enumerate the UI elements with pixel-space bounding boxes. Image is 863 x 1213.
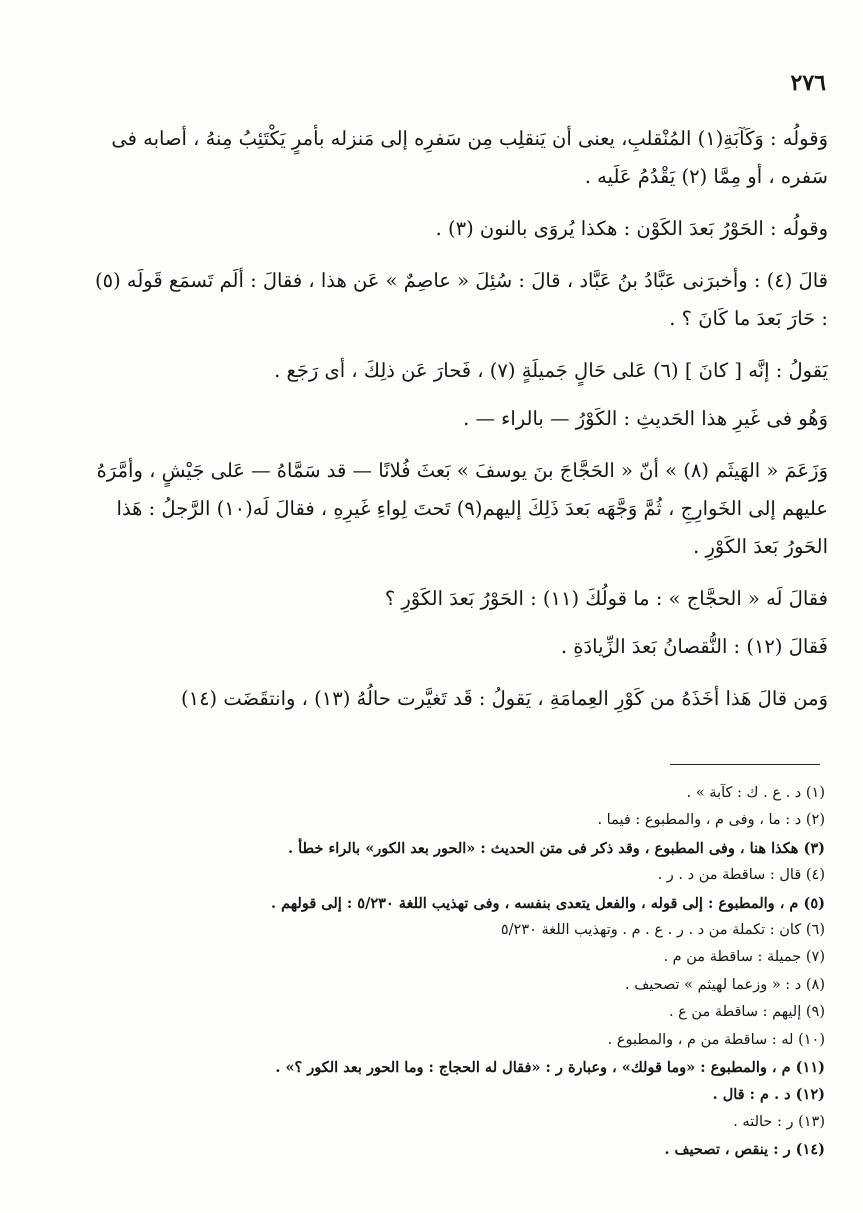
main-text xyxy=(88,120,828,732)
paragraph: وَزَعَمَ « الهَيثَم (٨) » أنّ « الحَجَّاجَ بنَ يوسفَ » بَعثَ فُلانًا — قد سَمَّاهُ — عَلى جَيْشٍ ، وأمَّرَهُ عليهم إلى الخَوارِجِ ، ثُمَّ وَجَّهَه بَعدَ ذَلِكَ إليهم(٩) تَحتَ لِواءِ غَيرِهِ ، فقالَ لَه(١٠) الرَّجلُ : هَذا الحَورُ بَعدَ الكَوْرِ . xyxy=(96,459,828,558)
footnote: (٥) م ، والمطبوع : إلى قوله ، والفعل يتعدى بنفسه ، وفى تهذيب اللغة ٥/٢٣٠ : إلى قولهم . xyxy=(270,894,825,912)
footnote: (٢) د : ما ، وفى م ، والمطبوع : فيما . xyxy=(597,812,825,829)
footnote: (١٠) له : ساقطة من م ، والمطبوع . xyxy=(607,1031,825,1048)
paragraph: فَقالَ (١٢) : النُّقصانُ بَعدَ الزِّيادَةِ . xyxy=(560,635,828,658)
footnote: (٧) جميلة : ساقطة من م . xyxy=(663,949,825,966)
paragraph: وقولُه : الحَوْرُ بَعدَ الكَوْن : هكذا يُروَى بالنون (٣) . xyxy=(435,217,828,240)
paragraph: يَقولُ : إنَّه [ كانَ ] (٦) عَلى حَالٍ جَميلَةٍ (٧) ، فَحارَ عَن ذلِكَ ، أى رَجَع . xyxy=(274,359,828,382)
footnote: (٩) إليهم : ساقطة من ع . xyxy=(668,1004,825,1021)
footnote: (٤) قال : ساقطة من د . ر . xyxy=(657,867,825,884)
paragraph: وَهُو فى غَيرِ هذا الحَديثِ : الكَوْرُ — بالراء — . xyxy=(463,407,828,430)
footnote: (٨) د : « وزعما لهيثم » تصحيف . xyxy=(624,976,825,993)
footnote: (١٣) ر : حالته . xyxy=(733,1113,825,1130)
paragraph: قالَ (٤) : وأخبرَنى عَبَّادُ بنُ عَبَّاد ، قالَ : سُئِلَ « عاصِمٌ » عَن هذا ، فقالَ : ألَم تَسمَع قَولَه (٥) : حَارَ بَعدَ ما كَانَ ؟ . xyxy=(95,269,828,330)
footnote: (١) د . ع . ك : كآبة » . xyxy=(686,785,825,801)
page-number: ٢٧٦ xyxy=(790,70,826,96)
footnote: (١١) م ، والمطبوع : «وما قولك» ، وعبارة ر : «فقال له الحجاج : وما الحور بعد الكور ؟» . xyxy=(275,1058,825,1076)
footnote: (٣) هكذا هنا ، وفى المطبوع ، وقد ذكر فى متن الحديث : «الحور بعد الكور» بالراء خطأ . xyxy=(288,839,825,857)
paragraph: وَقولُه : وَكَآبَةِ(١) المُنْقلبِ، يعنى أن يَنقلِب مِن سَفرِه إلى مَنزله بأمرٍ يَكْتَئِبُ مِنهُ ، أصابه فى سَفره ، أو مِمَّا (٢) يَقْدُمُ عَلَيه . xyxy=(111,127,828,188)
footnote: (٦) كان : تكملة من د . ر . ع . م . وتهذيب اللغة ٥/٢٣٠ xyxy=(500,921,825,938)
paragraph: فقالَ لَه « الحجَّاج » : ما قولُكَ (١١) : الحَوْرُ بَعدَ الكَوْرِ ؟ xyxy=(384,587,828,610)
footnote-divider xyxy=(670,764,820,765)
paragraph: وَمن قالَ هَذا أخَذَهُ من كَوْرِ العِمامَةِ ، يَقولُ : قَد تَغيَّرت حالُهُ (١٣) ، وانتقَضَت (١٤) xyxy=(180,687,828,710)
footnote: (١٤) ر : ينقص ، تصحيف . xyxy=(664,1141,825,1159)
footnote: (١٢) د . م : قال . xyxy=(712,1086,825,1104)
footnotes xyxy=(90,780,825,1163)
